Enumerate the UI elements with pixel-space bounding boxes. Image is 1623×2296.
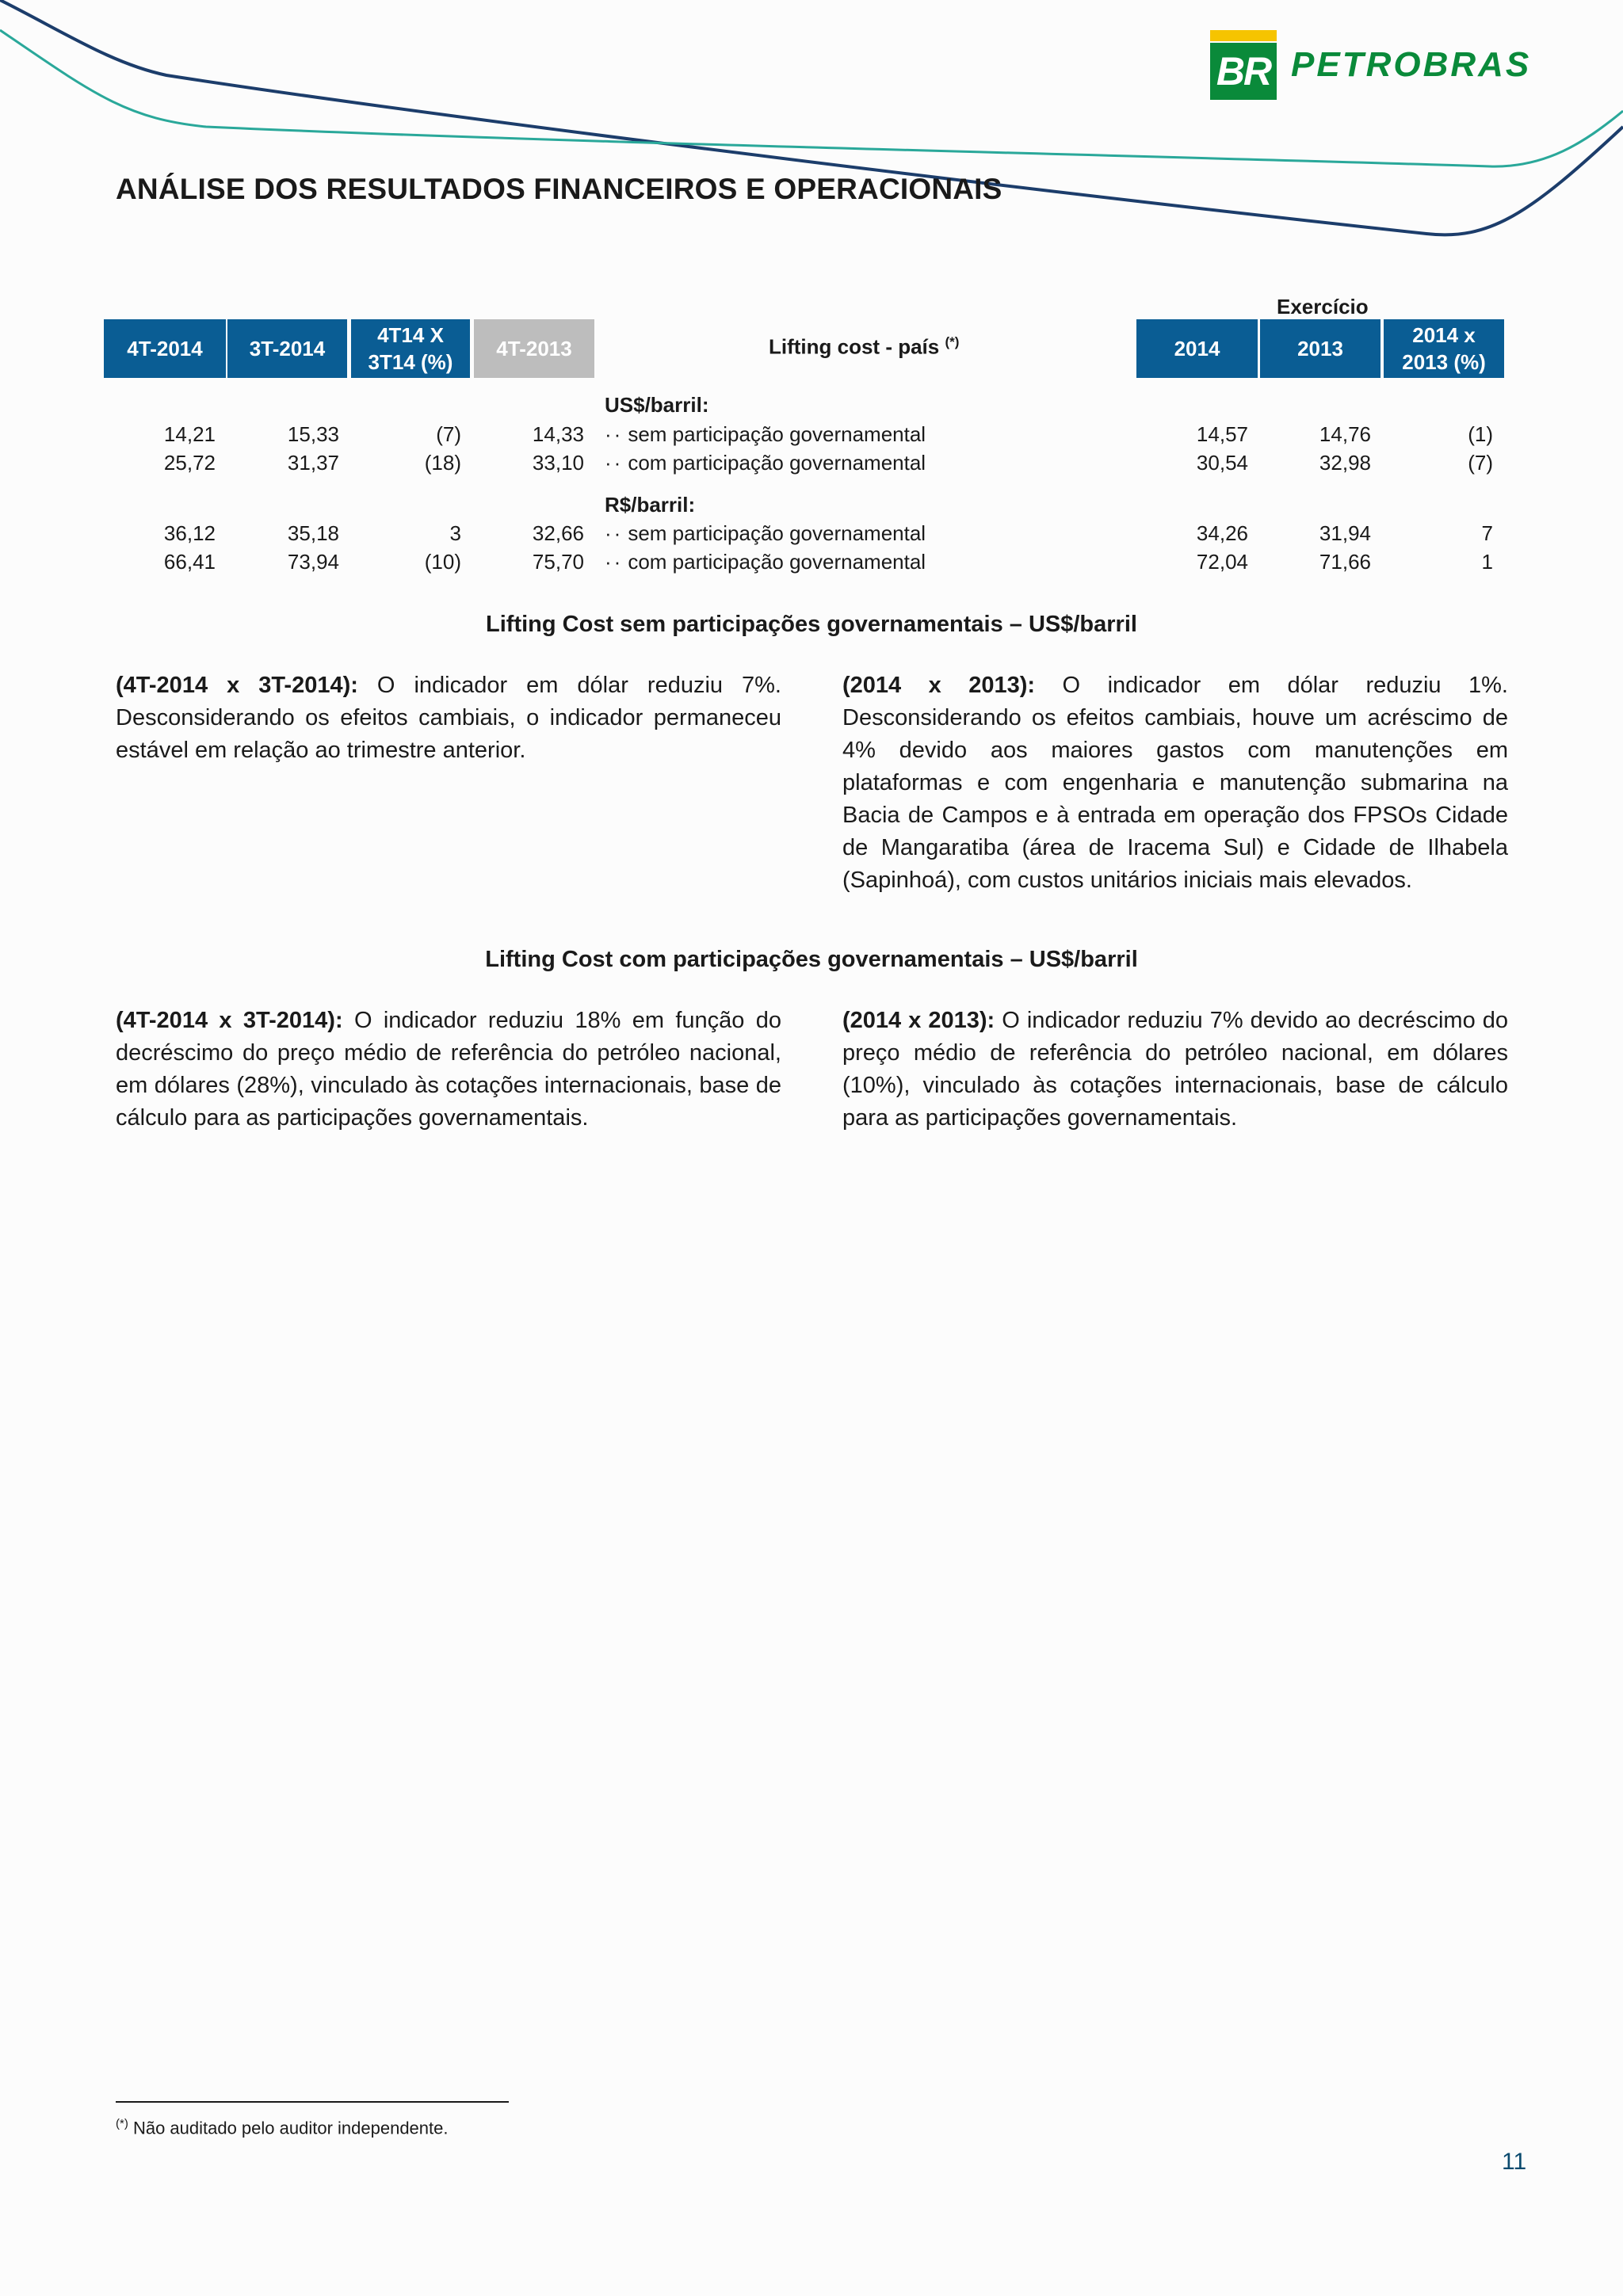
table-cell: 14,57 [1196, 422, 1248, 446]
row-label: ·· sem participação governamental [605, 422, 926, 446]
table-cell: 72,04 [1196, 550, 1248, 574]
table-cell: 3 [449, 521, 461, 545]
table-cell: 66,41 [163, 550, 216, 574]
table-cell: 33,10 [532, 451, 584, 475]
exercicio-label: Exercício [1277, 295, 1369, 318]
paragraph-quarter-comparison: (4T-2014 x 3T-2014): O indicador em dólar reduziu 7%. Desconsiderando os efeitos cambiais, o indicador permaneceu estável em relação ao trimestre anterior. [116, 673, 781, 763]
footnote: (*) Não auditado pelo auditor independente. [116, 2117, 449, 2138]
table-cell: 14,33 [532, 422, 584, 446]
brand-name: PETROBRAS [1291, 45, 1532, 84]
petrobras-logo [1210, 30, 1531, 100]
table-cell: (1) [1468, 422, 1493, 446]
table-cell: 31,37 [287, 451, 339, 475]
table-cell: 30,54 [1196, 451, 1248, 475]
table-cell: 73,94 [287, 550, 339, 574]
header-4t2014: 4T-2014 [104, 319, 226, 378]
lifting-cost-title: Lifting cost - país (*) [769, 334, 960, 359]
table-cell: 75,70 [532, 550, 584, 574]
table-cell: 36,12 [163, 521, 216, 545]
table-cell: (7) [436, 422, 461, 446]
section-title-com-participacoes: Lifting Cost com participações governamentais – US$/barril [485, 947, 1138, 972]
table-cell: 7 [1481, 521, 1493, 545]
header-4t2013: 4T-2013 [474, 319, 594, 378]
page-number: 11 [1502, 2149, 1527, 2175]
paragraph-year-comparison: (2014 x 2013): O indicador em dólar reduziu 1%. Desconsiderando os efeitos cambiais, houve um acréscimo de 4% devido aos maiores gastos com manutenções em plataformas e com engenharia e manutenção submarina na Bacia de Campos e à entrada em operação dos FPSOs Cidade de Mangaratiba (área de Iracema Sul) e Cidade de Ilhabela (Sapinhoá), com custos unitários iniciais mais elevados. [842, 673, 1508, 893]
table-cell: 31,94 [1319, 521, 1371, 545]
table-cell: (7) [1468, 451, 1493, 475]
table-cell: 14,21 [163, 422, 216, 446]
table-cell: 34,26 [1196, 521, 1248, 545]
header-2013: 2013 [1260, 319, 1381, 378]
row-label: ·· com participação governamental [605, 550, 926, 574]
table-cell: (10) [424, 550, 461, 574]
footnote-rule [116, 2101, 509, 2103]
paragraph-year-comparison: (2014 x 2013): O indicador reduziu 7% devido ao decréscimo do preço médio de referência do petróleo nacional, em dólares (10%), vinculado às cotações internacionais, base de cálculo para as participações governamentais. [842, 1008, 1508, 1131]
unit-brl-barrel: R$/barril: [605, 493, 696, 517]
header-2014-x-2013: 2014 x 2013 (%) [1384, 319, 1504, 378]
section-title-sem-participacoes: Lifting Cost sem participações governamentais – US$/barril [486, 612, 1137, 637]
table-cell: 35,18 [287, 521, 339, 545]
table-cell: 32,66 [532, 521, 584, 545]
br-logo-mark: BR [1210, 30, 1277, 100]
table-cell: (18) [424, 451, 461, 475]
header-2014: 2014 [1136, 319, 1258, 378]
table-cell: 14,76 [1319, 422, 1371, 446]
table-cell: 15,33 [287, 422, 339, 446]
table-cell: 25,72 [163, 451, 216, 475]
table-cell: 1 [1481, 550, 1493, 574]
page-title: ANÁLISE DOS RESULTADOS FINANCEIROS E OPERACIONAIS [116, 173, 1002, 205]
row-label: ·· com participação governamental [605, 451, 926, 475]
header-4t14-x-3t14: 4T14 X 3T14 (%) [351, 319, 470, 378]
row-label: ·· sem participação governamental [605, 521, 926, 545]
unit-usd-barrel: US$/barril: [605, 393, 709, 417]
header-3t2014: 3T-2014 [227, 319, 347, 378]
table-cell: 71,66 [1319, 550, 1371, 574]
paragraph-quarter-comparison: (4T-2014 x 3T-2014): O indicador reduziu 18% em função do decréscimo do preço médio de referência do petróleo nacional, em dólares (28%), vinculado às cotações internacionais, base de cálculo para as participações governamentais. [116, 1008, 781, 1131]
table-cell: 32,98 [1319, 451, 1371, 475]
